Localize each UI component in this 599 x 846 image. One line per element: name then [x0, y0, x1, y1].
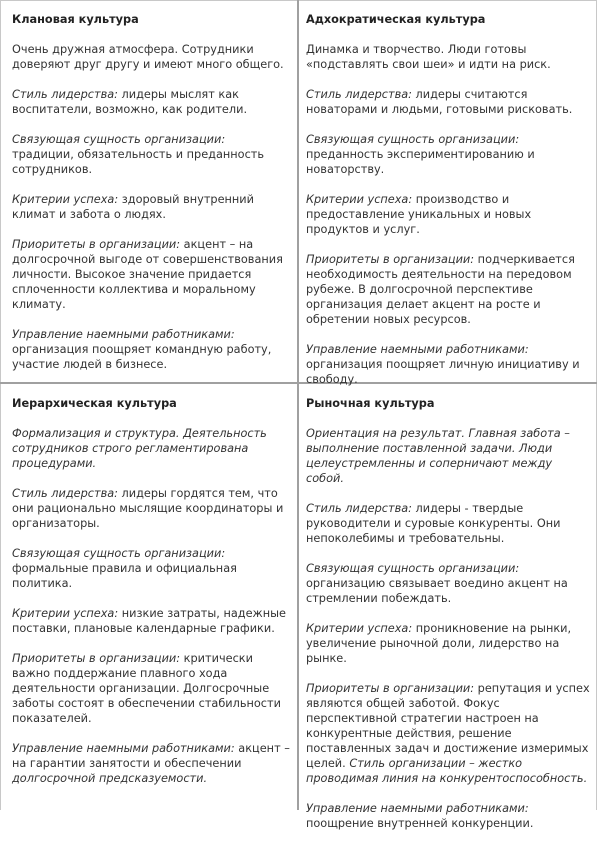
cell-title: Рыночная культура	[306, 397, 435, 410]
leadership-style	[306, 501, 592, 546]
organizational-priorities-tail: Стиль организации – жестко проводимая линия на конкурентоспособность.	[306, 757, 588, 785]
employee-management	[12, 327, 290, 372]
success-criteria-text: проникновение на рынки, увеличение рыночной доли, лидерство на рынке.	[306, 622, 572, 665]
organizational-glue-label: Связующая сущность организации:	[306, 133, 520, 146]
organizational-priorities-label: Приоритеты в организации:	[306, 682, 475, 695]
success-criteria-text: здоровый внутренний климат и забота о людях.	[12, 193, 254, 221]
success-criteria-label: Критерии успеха:	[12, 193, 119, 206]
organizational-priorities	[306, 681, 592, 786]
success-criteria-text: низкие затраты, надежные поставки, плановые календарные графики.	[12, 607, 286, 635]
organizational-glue-label: Связующая сущность организации:	[12, 547, 226, 560]
leadership-style-text: лидеры гордятся тем, что они рационально мыслящие координаторы и организаторы.	[12, 487, 284, 530]
cell-adhocracy-culture	[306, 12, 592, 402]
cell-hierarchy-culture	[12, 396, 290, 801]
organizational-priorities-text: акцент – на долгосрочной выгоде от совершенствования личности. Высокое значение придается сплоченности коллектива и моральному климату.	[12, 238, 283, 311]
organizational-priorities	[306, 252, 592, 327]
leadership-style	[12, 87, 290, 117]
organizational-glue-text: традиции, обязательность и преданность сотрудников.	[12, 148, 265, 176]
organizational-priorities-text: репутация и успех являются общей заботой. Фокус перспективной стратегии настроен на конкурентные действия, решение поставленных задач и достижение измеримых целей.	[306, 682, 590, 770]
organizational-glue-text: организацию связывает воедино акцент на стремлении побеждать.	[306, 577, 568, 605]
organizational-priorities-label: Приоритеты в организации:	[12, 238, 181, 251]
cell-description: Ориентация на результат. Главная забота – выполнение поставленной задачи. Люди целеустремленны и соперничают между собой.	[306, 427, 570, 485]
leadership-style-text: лидеры - твердые руководители и суровые конкуренты. Они непоколебимы и требовательны.	[306, 502, 561, 545]
organizational-glue-label: Связующая сущность организации:	[306, 562, 520, 575]
employee-management-label: Управление наемными работниками:	[12, 742, 235, 755]
cell-title: Иерархическая культура	[12, 397, 177, 410]
leadership-style-text: лидеры мыслят как воспитатели, возможно, как родители.	[12, 88, 248, 116]
organizational-priorities	[12, 237, 290, 312]
cell-description: Формализация и структура. Деятельность сотрудников строго регламентирована процедурами.	[12, 427, 267, 470]
employee-management-text: акцент – на гарантии занятости и обеспечении	[12, 742, 290, 770]
leadership-style-text: лидеры считаются новаторами и людьми, готовыми рисковать.	[306, 88, 573, 116]
cell-market-culture	[306, 396, 592, 846]
cell-description: Динамка и творчество. Люди готовы «подставлять свои шеи» и идти на риск.	[306, 43, 551, 71]
success-criteria-label: Критерии успеха:	[12, 607, 119, 620]
cell-title: Клановая культура	[12, 13, 139, 26]
employee-management-label: Управление наемными работниками:	[306, 802, 529, 815]
cell-description: Очень дружная атмосфера. Сотрудники доверяют друг другу и имеют много общего.	[12, 43, 284, 71]
organizational-priorities-label: Приоритеты в организации:	[306, 253, 475, 266]
employee-management-label: Управление наемными работниками:	[12, 328, 235, 341]
organizational-glue-text: формальные правила и официальная политика.	[12, 562, 237, 590]
leadership-style-label: Стиль лидерства:	[306, 502, 412, 515]
leadership-style-label: Стиль лидерства:	[12, 88, 118, 101]
employee-management-label: Управление наемными работниками:	[306, 343, 529, 356]
success-criteria	[306, 192, 592, 237]
employee-management	[12, 741, 290, 786]
success-criteria-text: производство и предоставление уникальных и новых продуктов и услуг.	[306, 193, 532, 236]
leadership-style	[12, 486, 290, 531]
leadership-style-label: Стиль лидерства:	[306, 88, 412, 101]
organizational-priorities-text: подчеркивается необходимость деятельности на передовом рубеже. В долгосрочной перспективе организация делает акцент на росте и обретении новых ресурсов.	[306, 253, 575, 326]
employee-management-text: организация поощряет командную работу, участие людей в бизнесе.	[12, 343, 272, 371]
organizational-glue	[306, 132, 592, 177]
cell-clan-culture	[12, 12, 290, 387]
organizational-glue	[12, 132, 290, 177]
column-divider	[297, 0, 299, 810]
success-criteria-label: Критерии успеха:	[306, 193, 413, 206]
organizational-priorities-label: Приоритеты в организации:	[12, 652, 181, 665]
organizational-glue-label: Связующая сущность организации:	[12, 133, 226, 146]
employee-management	[306, 342, 592, 387]
organizational-glue	[306, 561, 592, 606]
employee-management-text: поощрение внутренней конкуренции.	[306, 817, 534, 830]
leadership-style	[306, 87, 592, 117]
employee-management-tail: долгосрочной предсказуемости.	[12, 772, 208, 785]
leadership-style-label: Стиль лидерства:	[12, 487, 118, 500]
success-criteria	[12, 606, 290, 636]
success-criteria	[306, 621, 592, 666]
cell-title: Адхократическая культура	[306, 13, 486, 26]
organizational-glue-text: преданность экспериментированию и новаторству.	[306, 148, 535, 176]
success-criteria-label: Критерии успеха:	[306, 622, 413, 635]
success-criteria	[12, 192, 290, 222]
organizational-priorities-text: критически важно поддержание плавного хода деятельности организации. Долгосрочные заботы состоят в обеспечении стабильности показателей.	[12, 652, 281, 725]
organizational-glue	[12, 546, 290, 591]
employee-management	[306, 801, 592, 831]
organizational-priorities	[12, 651, 290, 726]
employee-management-text: организация поощряет личную инициативу и свободу.	[306, 358, 580, 386]
